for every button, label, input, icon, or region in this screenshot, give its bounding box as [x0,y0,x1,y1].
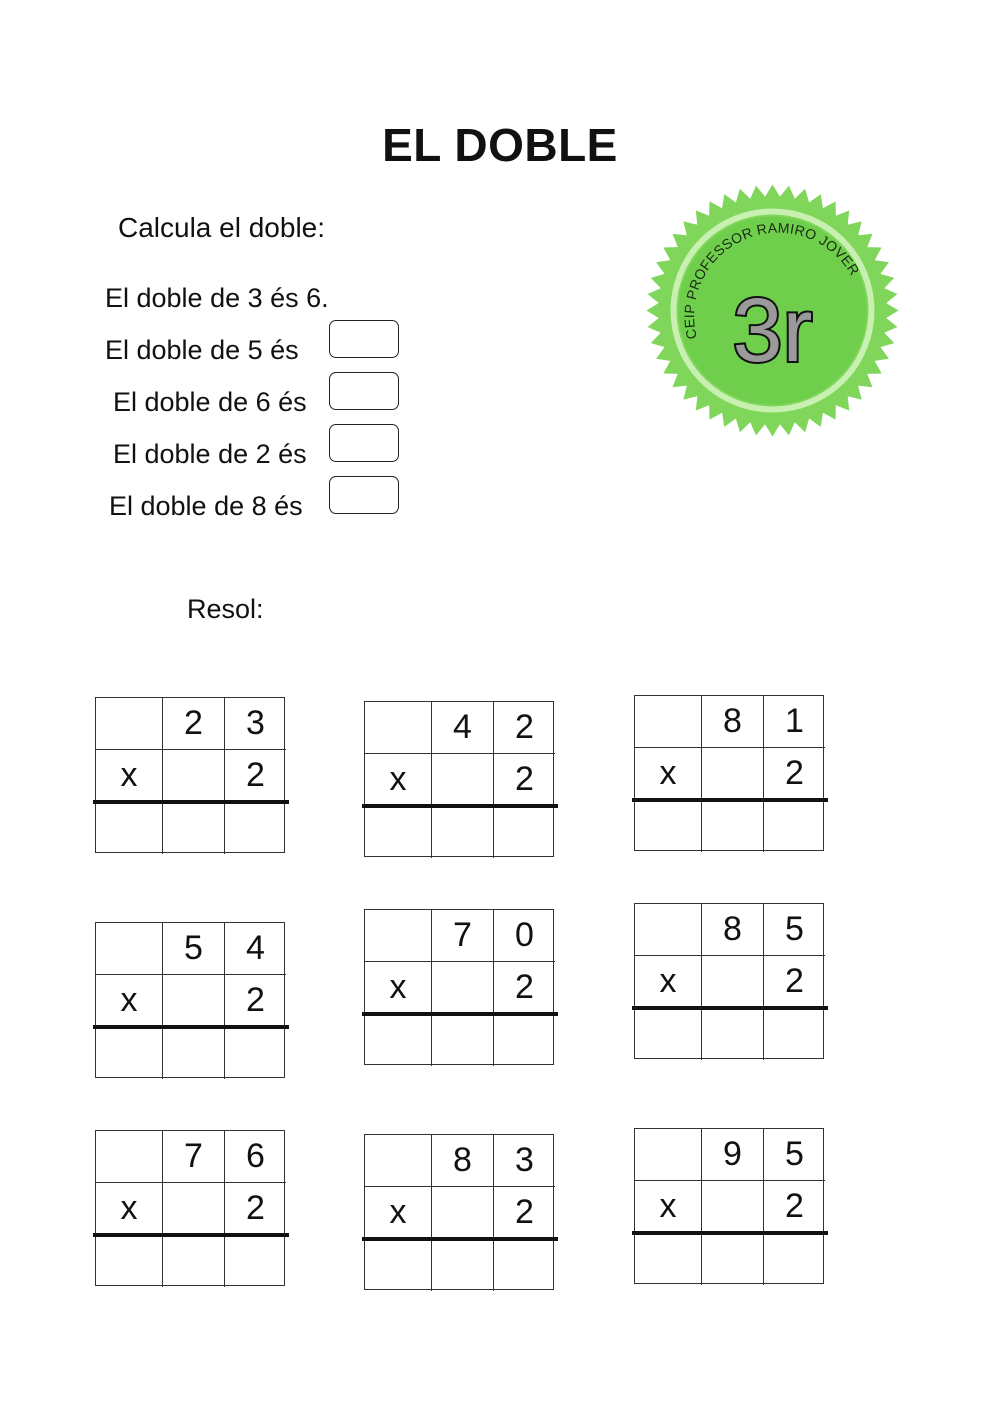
units-digit: 3 [494,1135,555,1187]
empty-cell [163,975,225,1027]
multiplication-grid [95,922,285,1078]
result-units-input[interactable] [765,804,824,848]
double-item-3 [113,438,307,470]
multiplication-grid [364,701,554,857]
operator-sign: x [635,748,702,800]
units-digit: 3 [225,698,286,750]
result-tens-input[interactable] [703,1237,762,1281]
result-units-input[interactable] [765,1237,824,1281]
result-line [632,1231,828,1235]
result-cell [225,802,286,854]
units-digit: 4 [225,923,286,975]
empty-cell [365,1135,432,1187]
double-answer-input-2[interactable] [329,372,399,410]
page-title: EL DOBLE [382,119,618,171]
double-item-label: El doble de 6 és [113,387,307,418]
result-tens-input[interactable] [433,1018,492,1062]
double-item-2 [113,386,307,418]
result-cell [365,1014,432,1066]
tens-digit: 8 [432,1135,494,1187]
multiplier-digit: 2 [764,1181,825,1233]
multiplier-digit: 2 [764,956,825,1008]
multiplication-grid [364,1134,554,1290]
empty-cell [635,1129,702,1181]
result-cell [764,1233,825,1285]
result-cell [225,1235,286,1287]
empty-cell [96,698,163,750]
units-digit: 5 [764,1129,825,1181]
result-cell [225,1027,286,1079]
tens-digit: 8 [702,696,764,748]
result-cell [365,1239,432,1291]
double-item-label: El doble de 5 és [105,335,299,366]
empty-cell [635,696,702,748]
result-tens-input[interactable] [164,1239,223,1283]
result-line [93,1025,289,1029]
tens-digit: 7 [432,910,494,962]
result-units-input[interactable] [226,1031,285,1075]
multiplier-digit: 2 [764,748,825,800]
operator-sign: x [635,1181,702,1233]
result-line [93,1233,289,1237]
tens-digit: 7 [163,1131,225,1183]
double-item-1 [105,334,299,366]
result-tens-input[interactable] [433,810,492,854]
resol-instruction: Resol: [187,594,264,624]
double-item-label: El doble de 2 és [113,439,307,470]
multiplication-grid [95,1130,285,1286]
double-item-label: El doble de 8 és [109,491,303,522]
result-units-input[interactable] [495,1243,554,1287]
result-cell [635,1008,702,1060]
result-line [632,1006,828,1010]
tens-digit: 5 [163,923,225,975]
result-cell [764,1008,825,1060]
empty-cell [163,750,225,802]
operator-sign: x [365,754,432,806]
result-tens-input[interactable] [164,806,223,850]
result-cell [365,806,432,858]
result-cell [635,800,702,852]
result-hundreds-input[interactable] [366,1018,429,1062]
result-hundreds-input[interactable] [636,1012,699,1056]
tens-digit: 9 [702,1129,764,1181]
result-cell [163,1235,225,1287]
seal-school-name: CEIP PROFESSOR RAMIRO JOVER [681,219,863,341]
school-seal [645,183,900,438]
result-units-input[interactable] [495,1018,554,1062]
result-hundreds-input[interactable] [97,806,160,850]
result-cell [163,1027,225,1079]
operator-sign: x [96,975,163,1027]
result-cell [96,1235,163,1287]
result-cell [432,1239,494,1291]
result-hundreds-input[interactable] [636,1237,699,1281]
multiplication-grid [95,697,285,853]
empty-cell [432,1187,494,1239]
result-cell [635,1233,702,1285]
multiplier-digit: 2 [225,975,286,1027]
empty-cell [635,904,702,956]
double-answer-input-3[interactable] [329,424,399,462]
operator-sign: x [96,750,163,802]
result-hundreds-input[interactable] [366,810,429,854]
multiplier-digit: 2 [494,754,555,806]
result-cell [494,1014,555,1066]
empty-cell [702,956,764,1008]
empty-cell [163,1183,225,1235]
result-hundreds-input[interactable] [97,1239,160,1283]
double-answer-input-4[interactable] [329,476,399,514]
result-cell [432,1014,494,1066]
tens-digit: 4 [432,702,494,754]
empty-cell [702,748,764,800]
empty-cell [432,962,494,1014]
units-digit: 5 [764,904,825,956]
result-cell [432,806,494,858]
calcula-instruction: Calcula el doble: [118,212,326,243]
result-tens-input[interactable] [703,804,762,848]
multiplier-digit: 2 [494,962,555,1014]
result-line [632,798,828,802]
empty-cell [432,754,494,806]
result-cell [702,1008,764,1060]
double-item-4 [109,490,303,522]
result-cell [702,1233,764,1285]
operator-sign: x [635,956,702,1008]
multiplication-grid [634,1128,824,1284]
tens-digit: 2 [163,698,225,750]
seal-grade: 3r [732,281,813,381]
result-units-input[interactable] [226,806,285,850]
result-hundreds-input[interactable] [636,804,699,848]
example-sentence [105,282,329,314]
result-line [93,800,289,804]
result-tens-input[interactable] [164,1031,223,1075]
units-digit: 0 [494,910,555,962]
result-tens-input[interactable] [433,1243,492,1287]
operator-sign: x [365,1187,432,1239]
result-line [362,1237,558,1241]
result-line [362,804,558,808]
multiplier-digit: 2 [494,1187,555,1239]
empty-cell [365,702,432,754]
result-cell [764,800,825,852]
result-cell [163,802,225,854]
multiplier-digit: 2 [225,1183,286,1235]
multiplication-grid [364,909,554,1065]
result-cell [96,1027,163,1079]
result-units-input[interactable] [226,1239,285,1283]
result-line [362,1012,558,1016]
example-label: El doble de 3 és 6. [105,283,329,314]
units-digit: 1 [764,696,825,748]
empty-cell [96,923,163,975]
tens-digit: 8 [702,904,764,956]
result-cell [96,802,163,854]
result-cell [702,800,764,852]
multiplication-grid [634,695,824,851]
result-cell [494,1239,555,1291]
result-tens-input[interactable] [703,1012,762,1056]
operator-sign: x [365,962,432,1014]
result-hundreds-input[interactable] [366,1243,429,1287]
units-digit: 6 [225,1131,286,1183]
multiplication-grid [634,903,824,1059]
units-digit: 2 [494,702,555,754]
operator-sign: x [96,1183,163,1235]
result-hundreds-input[interactable] [97,1031,160,1075]
empty-cell [702,1181,764,1233]
empty-cell [96,1131,163,1183]
result-cell [494,806,555,858]
multiplier-digit: 2 [225,750,286,802]
double-answer-input-1[interactable] [329,320,399,358]
result-units-input[interactable] [765,1012,824,1056]
result-units-input[interactable] [495,810,554,854]
empty-cell [365,910,432,962]
